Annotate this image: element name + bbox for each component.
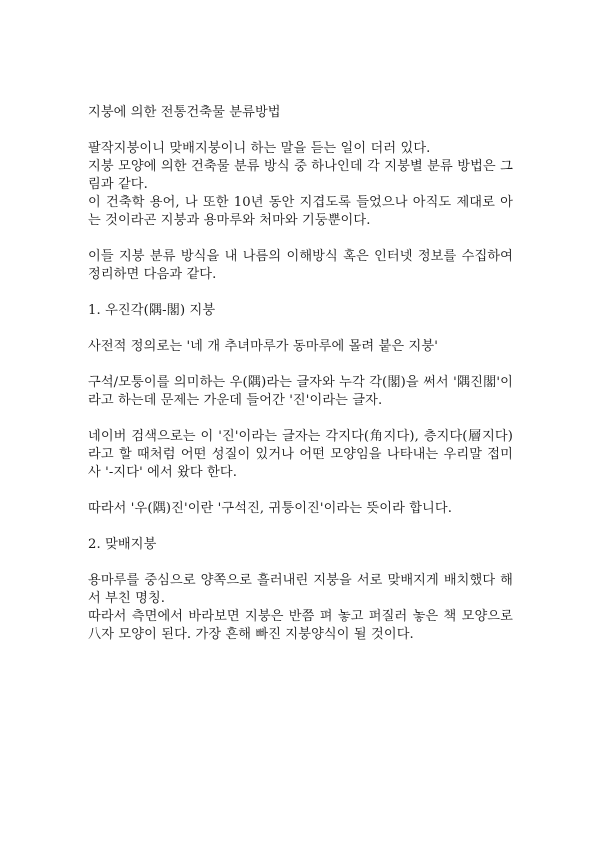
spacer [88, 122, 513, 140]
spacer [88, 554, 513, 572]
spacer [88, 230, 513, 248]
section-2-heading: 2. 맞배지붕 [88, 537, 157, 552]
intro-paragraph-4: 이들 지붕 분류 방식을 내 나름의 이해방식 혹은 인터넷 정보를 수집하여 정리하면 다음과 같다. [88, 249, 518, 282]
section-2-paragraph-2: 따라서 측면에서 바라보면 지붕은 반쯤 펴 놓고 퍼질러 놓은 책 모양으로 八자 모양이 된다. 가장 흔해 빠진 지붕양식이 될 것이다. [88, 609, 518, 642]
document-title: 지붕에 의한 전통건축물 분류방법 [88, 105, 281, 120]
spacer [88, 518, 513, 536]
section-2-paragraph-1: 용마루를 중심으로 양쪽으로 흘러내린 지붕을 서로 맞배지게 배치했다 해서 부친 명칭. [88, 573, 513, 606]
spacer [88, 320, 513, 338]
section-1-paragraph-3: 네이버 검색으로는 이 '진'이라는 글자는 각지다(角지다), 층지다(層지다)라고 할 때처럼 어떤 성질이 있거나 어떤 모양임을 나타내는 우리말 접미사 '-지다' 에서 왔다 한다. [88, 429, 513, 480]
spacer [88, 482, 513, 500]
document-page [88, 104, 518, 644]
intro-paragraph-1: 팔작지붕이니 맞배지붕이니 하는 말을 듣는 일이 더러 있다. [88, 141, 431, 156]
spacer [88, 284, 513, 302]
section-1-paragraph-4: 따라서 '우(隅)진'이란 '구석진, 귀퉁이진'이라는 뜻이라 합니다. [88, 501, 453, 516]
intro-paragraph-2: 지붕 모양에 의한 건축물 분류 방식 중 하나인데 각 지붕별 분류 방법은 그림과 같다. [88, 159, 513, 192]
intro-paragraph-3: 이 건축학 용어, 나 또한 10년 동안 지겹도록 들었으나 아직도 제대로 아는 것이라곤 지붕과 용마루와 처마와 기둥뿐이다. [88, 195, 513, 228]
section-1-paragraph-2: 구석/모퉁이를 의미하는 우(隅)라는 글자와 누각 각(閣)을 써서 '隅진閣'이라고 하는데 문제는 가운데 들어간 '진'이라는 글자. [88, 375, 513, 408]
section-1-heading: 1. 우진각(隅-閣) 지붕 [88, 303, 216, 318]
spacer [88, 410, 513, 428]
section-1-paragraph-1: 사전적 정의로는 '네 개 추녀마루가 동마루에 몰려 붙은 지붕' [88, 339, 438, 354]
spacer [88, 356, 513, 374]
